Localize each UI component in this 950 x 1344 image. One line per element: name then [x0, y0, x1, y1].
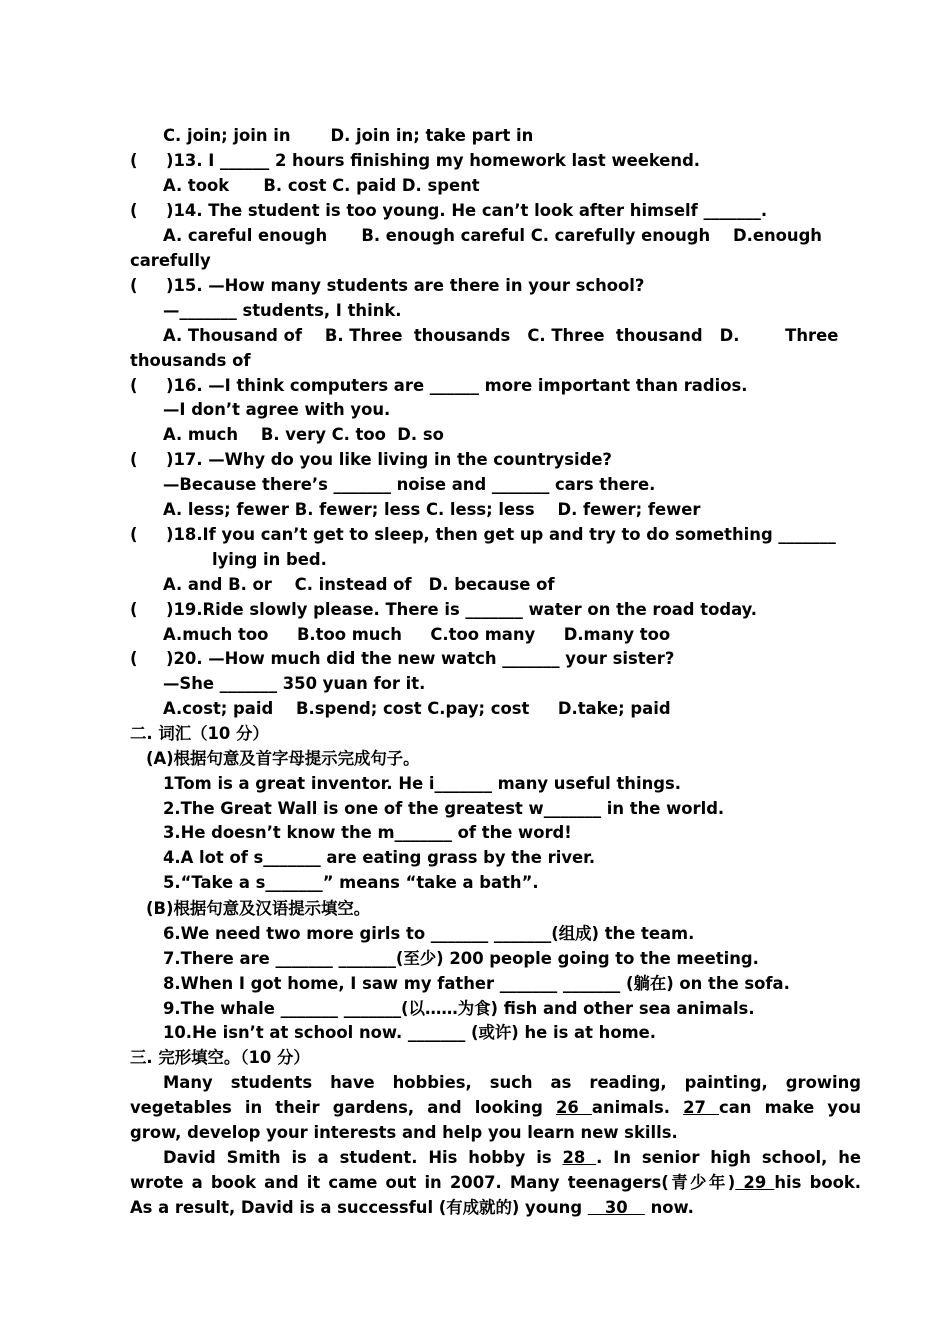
q16-reply: —I don’t agree with you. — [163, 400, 391, 419]
q14-options: A. careful enough B. enough careful C. carefully enough D.enough — [163, 226, 822, 245]
vocab-item-7: 7.There are _______ _______(至少) 200 people going to the meeting. — [163, 949, 759, 968]
cloze-p2-line2 — [130, 1173, 861, 1193]
cloze-text: now. — [650, 1198, 694, 1217]
vocab-item-8: 8.When I got home, I saw my father _______ _______ (躺在) on the sofa. — [163, 974, 790, 993]
q14-options-cont: carefully — [130, 251, 211, 270]
cloze-blank-30: 30 — [587, 1198, 645, 1217]
cloze-text: animals. — [591, 1098, 670, 1117]
q17-options: A. less; fewer B. fewer; less C. less; less D. fewer; fewer — [163, 500, 701, 519]
vocab-item-10: 10.He isn’t at school now. _______ (或许) he is at home. — [163, 1023, 656, 1042]
section3-title: 三. 完形填空。（10 分） — [130, 1048, 310, 1067]
vocab-item-6: 6.We need two more girls to _______ _______(组成) the team. — [163, 924, 695, 943]
cloze-text: vegetables in their gardens, and looking — [130, 1098, 543, 1117]
q12-options-cd: C. join; join in D. join in; take part in — [163, 126, 534, 145]
vocab-item-1: 1Tom is a great inventor. He i_______ many useful things. — [163, 774, 681, 793]
vocab-item-4: 4.A lot of s_______ are eating grass by the river. — [163, 848, 596, 867]
cloze-blank-26: 26 — [555, 1098, 592, 1117]
cloze-text: can make you — [719, 1098, 862, 1117]
cloze-p1-line2 — [130, 1098, 861, 1118]
vocab-item-3: 3.He doesn’t know the m_______ of the word! — [163, 823, 572, 842]
q17-stem: ( )17. —Why do you like living in the countryside? — [130, 450, 612, 469]
q20-options: A.cost; paid B.spend; cost C.pay; cost D.take; paid — [163, 699, 671, 718]
q18-options: A. and B. or C. instead of D. because of — [163, 575, 555, 594]
section2-partB-heading: (B)根据句意及汉语提示填空。 — [146, 899, 371, 918]
cloze-blank-29: 29 — [735, 1173, 775, 1192]
q15-options-cont: thousands of — [130, 351, 251, 370]
cloze-p2-line3 — [130, 1198, 694, 1218]
vocab-item-5: 5.“Take a s_______” means “take a bath”. — [163, 873, 539, 892]
q19-stem: ( )19.Ride slowly please. There is _______ water on the road today. — [130, 600, 758, 619]
cloze-text: As a result, David is a successful (有成就的) young — [130, 1198, 583, 1217]
vocab-item-2: 2.The Great Wall is one of the greatest w_______ in the world. — [163, 799, 725, 818]
q16-stem: ( )16. —I think computers are ______ more important than radios. — [130, 376, 748, 395]
q18-stem: ( )18.If you can’t get to sleep, then get up and try to do something _______ — [130, 525, 836, 544]
q18-stem-cont: lying in bed. — [212, 550, 327, 569]
cloze-blank-27: 27 — [683, 1098, 720, 1117]
cloze-p1-line1: Many students have hobbies, such as reading, painting, growing — [163, 1073, 861, 1092]
cloze-p1-line3: grow, develop your interests and help you learn new skills. — [130, 1123, 678, 1142]
q20-reply: —She _______ 350 yuan for it. — [163, 674, 426, 693]
cloze-text: David Smith is a student. His hobby is — [163, 1148, 552, 1167]
section2-title: 二. 词汇（10 分） — [130, 724, 269, 743]
cloze-text: his book. — [774, 1173, 861, 1192]
q13-stem: ( )13. I ______ 2 hours finishing my homework last weekend. — [130, 151, 701, 170]
q13-options: A. took B. cost C. paid D. spent — [163, 176, 480, 195]
cloze-text: wrote a book and it came out in 2007. Many teenagers(青少年) — [130, 1173, 736, 1192]
q17-reply: —Because there’s _______ noise and _______ cars there. — [163, 475, 656, 494]
vocab-item-9: 9.The whale _______ _______(以……为食) fish and other sea animals. — [163, 999, 755, 1018]
cloze-text: . In senior high school, he — [596, 1148, 861, 1167]
q16-options: A. much B. very C. too D. so — [163, 425, 444, 444]
section2-partA-heading: (A)根据句意及首字母提示完成句子。 — [146, 749, 420, 768]
q15-answer: —_______ students, I think. — [163, 301, 402, 320]
q20-stem: ( )20. —How much did the new watch _______ your sister? — [130, 649, 675, 668]
q15-options: A. Thousand of B. Three thousands C. Three thousand D. Three — [163, 326, 839, 345]
cloze-p2-line1 — [163, 1148, 861, 1168]
q19-options: A.much too B.too much C.too many D.many too — [163, 625, 671, 644]
q15-stem: ( )15. —How many students are there in your school? — [130, 276, 645, 295]
q14-stem: ( )14. The student is too young. He can’t look after himself _______. — [130, 201, 768, 220]
cloze-blank-28: 28 — [562, 1148, 597, 1167]
